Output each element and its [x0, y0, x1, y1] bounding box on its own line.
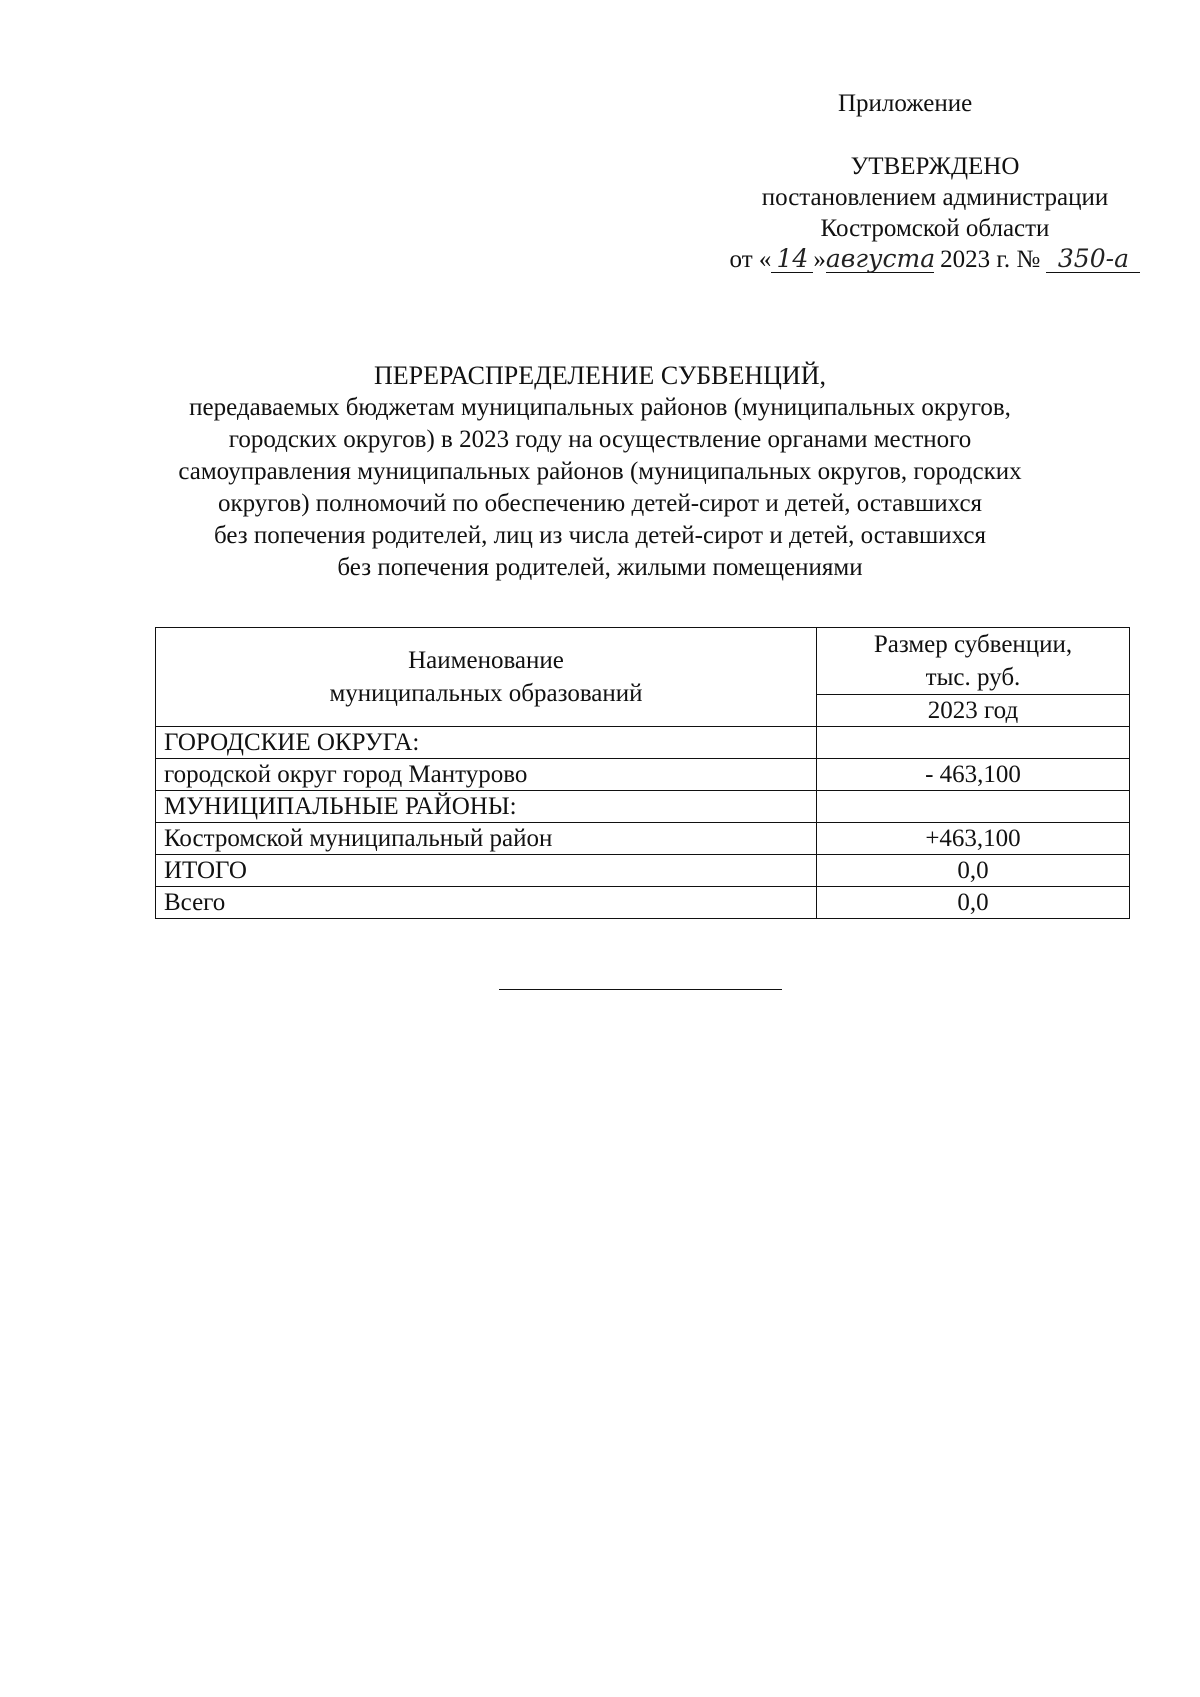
row-value: - 463,100 — [817, 759, 1130, 791]
approved-label: УТВЕРЖДЕНО — [850, 153, 1020, 180]
row-value — [817, 727, 1130, 759]
header-value-cell — [817, 628, 1130, 695]
header-name-line-1: Наименование — [408, 647, 564, 674]
title-line-1: передаваемых бюджетам муниципальных районов (муниципальных округов, — [189, 394, 1011, 421]
row-name: ГОРОДСКИЕ ОКРУГА: — [156, 727, 817, 759]
row-name: городской округ город Мантурово — [156, 759, 817, 791]
title-line-5: без попечения родителей, лиц из числа детей-сирот и детей, оставшихся — [213, 522, 987, 549]
header-name-cell — [156, 628, 817, 727]
table-row — [156, 855, 1130, 887]
title-line-2: городских округов) в 2023 году на осуществление органами местного — [228, 426, 972, 453]
title-line-3: самоуправления муниципальных районов (муниципальных округов, городских — [178, 458, 1022, 485]
header-year-cell: 2023 год — [817, 695, 1130, 727]
header-name-line-2: муниципальных образований — [329, 680, 643, 707]
approved-by-line: постановлением администрации — [761, 184, 1109, 211]
handwritten-day: 14 — [771, 246, 813, 273]
table-row — [156, 791, 1130, 823]
table-row — [156, 823, 1130, 855]
year-and-number-label: 2023 г. № — [940, 246, 1041, 273]
handwritten-number: 350-а — [1046, 246, 1140, 273]
row-name: МУНИЦИПАЛЬНЫЕ РАЙОНЫ: — [156, 791, 817, 823]
title-line-4: округов) полномочий по обеспечению детей-сирот и детей, оставшихся — [217, 490, 983, 517]
row-name: Всего — [156, 887, 817, 919]
row-value — [817, 791, 1130, 823]
header-value-line-2: тыс. руб. — [925, 664, 1021, 691]
row-value: 0,0 — [817, 855, 1130, 887]
row-name: ИТОГО — [156, 855, 817, 887]
table-header-row — [156, 628, 1130, 695]
region-line: Костромской области — [820, 215, 1050, 242]
title-line-6: без попечения родителей, жилыми помещениями — [337, 554, 863, 581]
closing-divider — [499, 989, 782, 990]
date-line — [700, 244, 1170, 275]
approval-block — [700, 151, 1170, 275]
row-value: +463,100 — [817, 823, 1130, 855]
handwritten-month: августа — [825, 244, 936, 273]
header-value-line-1: Размер субвенции, — [873, 631, 1073, 658]
subsidy-table — [155, 627, 1130, 919]
table-row — [156, 727, 1130, 759]
appendix-label: Приложение — [838, 90, 973, 117]
row-name: Костромской муниципальный район — [156, 823, 817, 855]
date-prefix: от « — [729, 246, 772, 273]
row-value: 0,0 — [817, 887, 1130, 919]
table-row — [156, 759, 1130, 791]
date-mid: » — [813, 246, 826, 273]
title-heading: ПЕРЕРАСПРЕДЕЛЕНИЕ СУБВЕНЦИЙ, — [374, 361, 826, 390]
document-title — [120, 360, 1080, 584]
table-row — [156, 887, 1130, 919]
